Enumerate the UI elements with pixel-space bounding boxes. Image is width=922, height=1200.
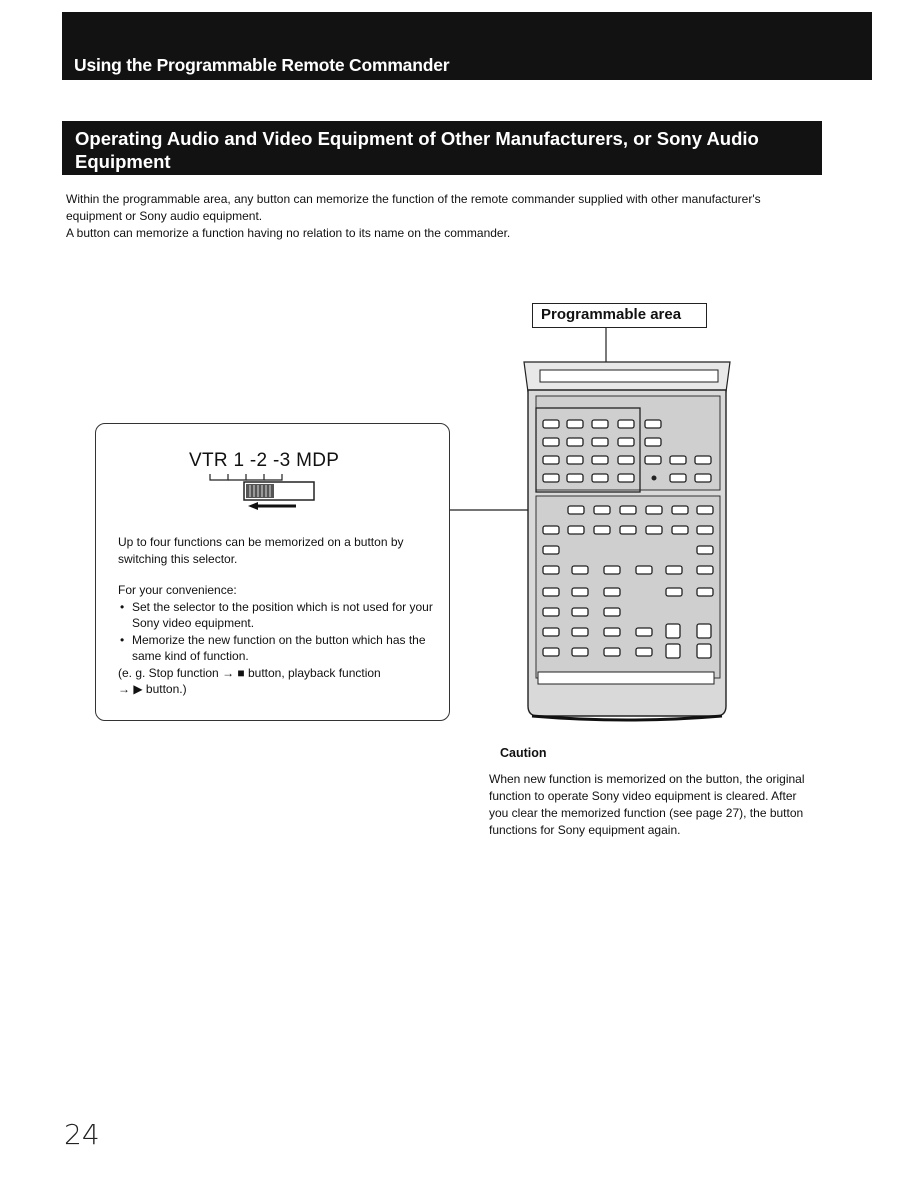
remote-button [618,474,634,482]
remote-button [543,628,559,636]
remote-button [670,456,686,464]
remote-button [592,456,608,464]
tip-item: • Memorize the new function on the button which has the same kind of function. [132,632,436,665]
remote-button [567,474,583,482]
remote-button [572,608,588,616]
remote-button [543,608,559,616]
intro-paragraph-1: Within the programmable area, any button can memorize the function of the remote commander supplied with other manufacturer's equipment or Sony audio equipment. [66,192,761,223]
remote-button [695,456,711,464]
remote-button [670,474,686,482]
remote-button [666,566,682,574]
remote-button [666,624,680,638]
remote-button [543,438,559,446]
remote-button [646,526,662,534]
remote-button [697,526,713,534]
selector-position-labels: VTR 1 -2 -3 MDP [189,450,340,471]
convenience-tips [118,599,436,665]
remote-button [645,420,661,428]
remote-button [604,648,620,656]
remote-button [646,506,662,514]
remote-button [572,566,588,574]
remote-button [567,456,583,464]
remote-button [666,588,682,596]
remote-button [572,588,588,596]
remote-button [636,648,652,656]
remote-button [543,588,559,596]
remote-button [604,608,620,616]
caution-heading: Caution [500,746,547,760]
remote-button [697,566,713,574]
bottom-slot [538,672,714,684]
remote-button [568,526,584,534]
remote-button [567,438,583,446]
remote-button [618,456,634,464]
remote-button [645,456,661,464]
remote-button [594,526,610,534]
remote-button [697,546,713,554]
remote-button [543,546,559,554]
remote-button [572,648,588,656]
page-header-title: Using the Programmable Remote Commander [74,55,450,75]
page-number: 24 [64,1118,100,1151]
lower-panel [536,496,720,678]
remote-button [543,420,559,428]
selector-switch-icon [96,424,448,544]
intro-paragraph-2: A button can memorize a function having no relation to its name on the commander. [66,226,511,240]
remote-button [543,526,559,534]
remote-button [620,526,636,534]
remote-button [672,526,688,534]
example-line-2: → ▶ button.) [118,682,187,696]
remote-button [645,438,661,446]
remote-button [618,420,634,428]
remote-button [697,644,711,658]
selector-description: Up to four functions can be memorized on a button by switching this selector. [118,535,404,566]
remote-button [592,438,608,446]
remote-button [543,474,559,482]
remote-button [543,566,559,574]
remote-button [592,474,608,482]
remote-button [618,438,634,446]
remote-button [594,506,610,514]
remote-button [672,506,688,514]
remote-button [666,644,680,658]
remote-button [543,456,559,464]
caution-text: When new function is memorized on the button, the original function to operate Sony video equipment is cleared. After you clear the memorized function (see page 27), the button functions for Sony equipment again. [489,772,805,837]
programmable-area-label: Programmable area [532,303,707,328]
remote-button [697,588,713,596]
remote-button [604,588,620,596]
remote-button [695,474,711,482]
remote-button [604,566,620,574]
lid-window [540,370,718,382]
remote-button [592,420,608,428]
section-title: Operating Audio and Video Equipment of Other Manufacturers, or Sony Audio Equipment [75,128,759,172]
indicator-dot [652,476,657,481]
remote-button [572,628,588,636]
convenience-heading: For your convenience: [118,583,237,597]
remote-button [604,628,620,636]
remote-button [568,506,584,514]
remote-button [567,420,583,428]
remote-button [697,624,711,638]
example-line-1: (e. g. Stop function → ■ button, playback function [118,665,381,680]
remote-button [620,506,636,514]
remote-button [636,566,652,574]
tip-item: • Set the selector to the position which is not used for your Sony video equipment. [132,599,436,632]
remote-button [543,648,559,656]
selector-callout-box [95,423,450,721]
remote-button [697,506,713,514]
remote-button [636,628,652,636]
